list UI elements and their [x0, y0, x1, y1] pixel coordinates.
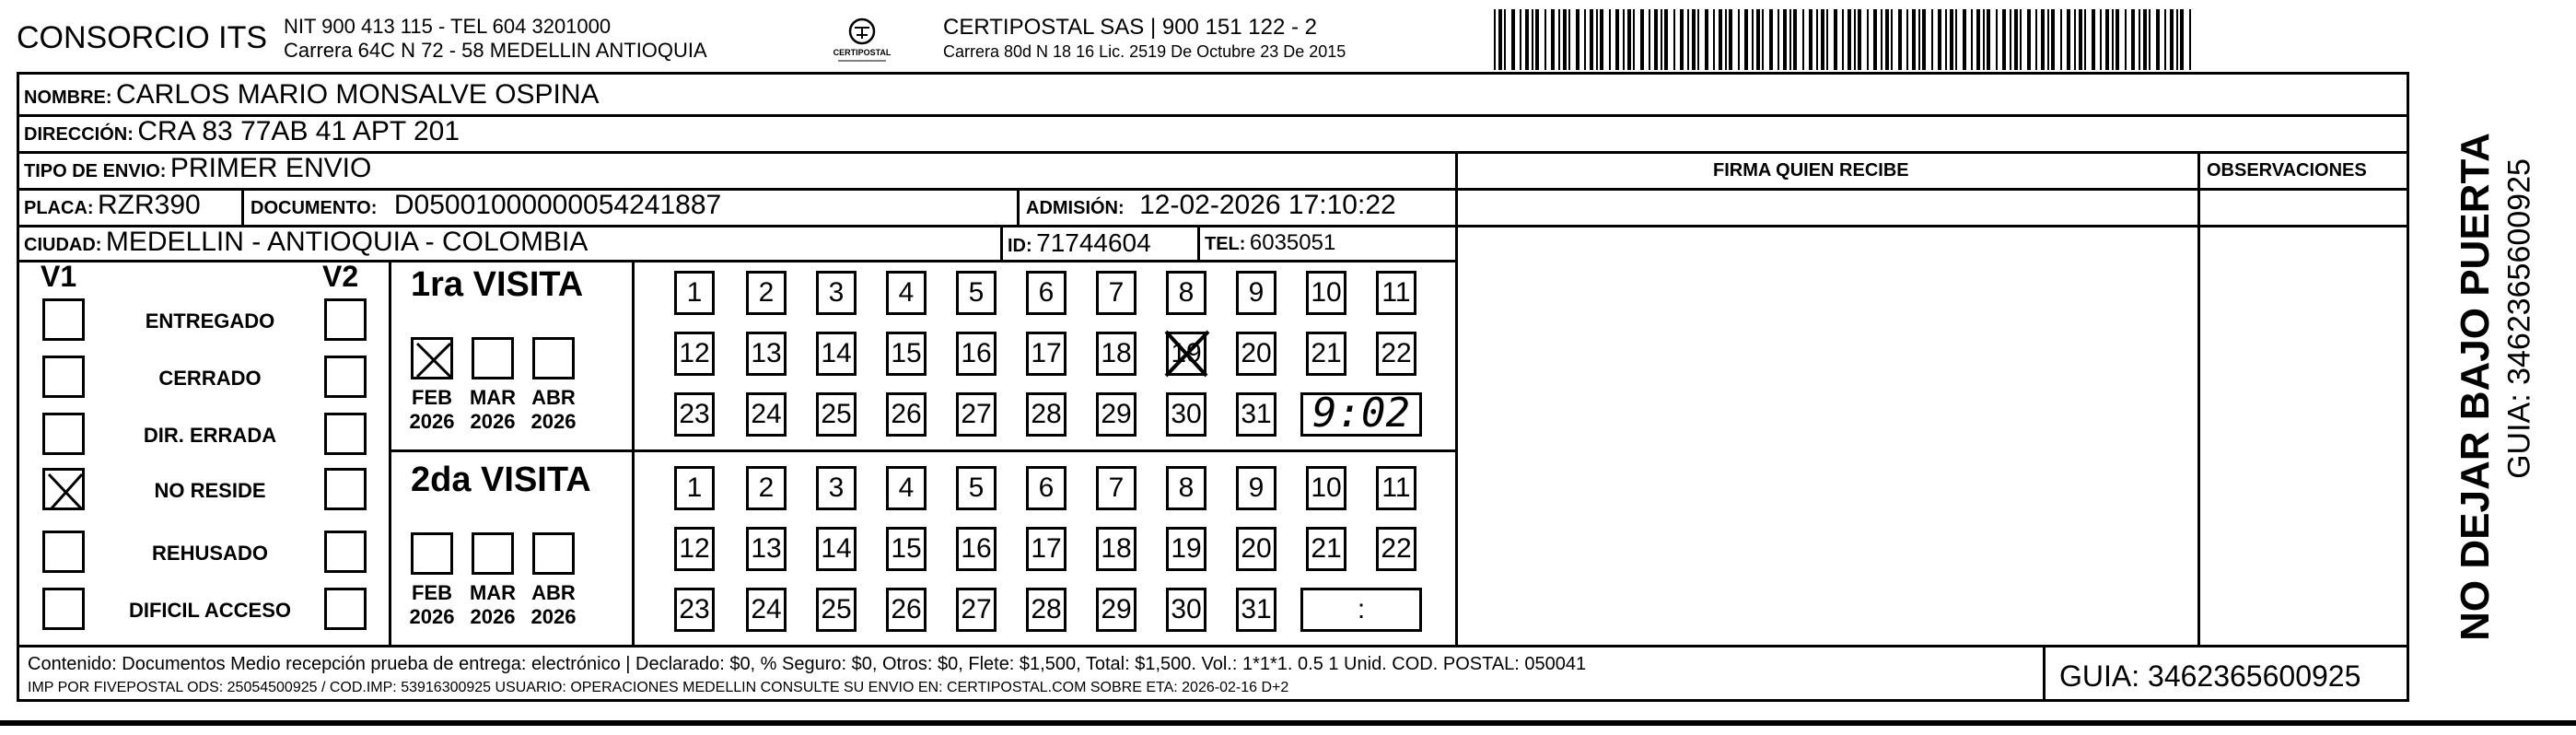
form-frame [17, 72, 2409, 702]
direccion-value: CRA 83 77AB 41 APT 201 [137, 116, 460, 146]
barcode-bar [2189, 9, 2191, 70]
id-row [1008, 228, 1151, 258]
footer-guia: GUIA: 3462365600925 [2059, 659, 2361, 693]
barcode-bar [2131, 9, 2135, 70]
nombre-value: CARLOS MARIO MONSALVE OSPINA [116, 79, 600, 110]
day-box[interactable]: 15 [886, 527, 927, 571]
barcode-bar [2014, 9, 2018, 70]
observaciones-header: OBSERVACIONES [2207, 160, 2367, 181]
barcode-bar [1600, 9, 1603, 70]
day-box[interactable]: 20 [1236, 332, 1276, 376]
barcode-bar [2079, 9, 2082, 70]
day-box[interactable]: 12 [674, 332, 715, 376]
barcode-bar [2002, 9, 2006, 70]
documento-row [251, 190, 721, 221]
barcode-bar [2035, 9, 2037, 70]
barcode-bar [1976, 9, 1980, 70]
barcode-bar [1931, 9, 1933, 70]
direccion-label: DIRECCIÓN: [24, 124, 134, 145]
barcode-bar [1719, 9, 1722, 70]
barcode-bar [1762, 9, 1764, 70]
barcode-bar [2149, 9, 2151, 70]
day-box[interactable]: 25 [816, 392, 857, 437]
month-name: MAR [469, 386, 517, 409]
barcode-bar [2125, 9, 2127, 70]
time-box[interactable] [1300, 392, 1422, 437]
time-value: : [1357, 594, 1366, 624]
documento-label: DOCUMENTO: [251, 198, 378, 218]
tel-value: 6035051 [1249, 230, 1336, 255]
barcode-bar [1590, 9, 1593, 70]
day-box[interactable]: 26 [886, 588, 927, 632]
ciudad-row [24, 227, 588, 258]
time-box[interactable] [1300, 588, 1422, 632]
barcode-bar [1854, 9, 1856, 70]
footer-imp: IMP POR FIVEPOSTAL ODS: 25054500925 / COD.IMP: 53916300925 USUARIO: OPERACIONES MEDELLIN CONSULTE SU ENVIO EN: CERTIPOSTAL.COM SOBRE ETA: 2026-02-16 D+2 [28, 680, 1289, 695]
id-label: ID: [1008, 236, 1032, 256]
day-box[interactable]: 4 [886, 466, 927, 510]
barcode-bar [1826, 9, 1828, 70]
status-option-label: DIR. ERRADA [143, 424, 277, 447]
v1-checkbox[interactable] [42, 413, 85, 455]
month-checkbox[interactable] [411, 337, 453, 379]
barcode-bar [1520, 9, 1521, 70]
day-box[interactable]: 2 [746, 271, 787, 315]
barcode-bar [1544, 9, 1546, 70]
day-box[interactable]: 24 [746, 392, 787, 437]
month-name: ABR [531, 386, 576, 409]
day-box[interactable]: 25 [816, 588, 857, 632]
footer-contenido: Contenido: Documentos Medio recepción prueba de entrega: electrónico | Declarado: $0, % Seguro: $0, Otros: $0, Flete: $1,500, Total: $1,500. Vol.: 1*1*1. 0.5 1 Unid. COD. POSTAL: 050041 [28, 654, 1587, 674]
barcode-bar [1963, 9, 1966, 70]
barcode-bar [2116, 9, 2119, 70]
barcode-bar [1584, 9, 1586, 70]
day-box[interactable]: 15 [886, 332, 927, 376]
admision-label: ADMISIÓN: [1026, 198, 1125, 218]
barcode-bar [2020, 9, 2022, 70]
day-box[interactable]: 2 [746, 466, 787, 510]
barcode-bar [1627, 9, 1631, 70]
day-box[interactable]: 3 [816, 466, 857, 510]
month-checkbox[interactable] [411, 532, 453, 575]
barcode-bar [1793, 9, 1797, 70]
month-year: 2026 [470, 605, 516, 628]
v1-checkbox[interactable] [42, 468, 85, 510]
day-box[interactable]: 28 [1026, 392, 1067, 437]
tipo-value: PRIMER ENVIO [169, 153, 372, 183]
barcode-bar [2060, 9, 2062, 70]
barcode-bar [1504, 9, 1506, 70]
barcode-bar [2170, 9, 2174, 70]
barcode-bar [1783, 9, 1787, 70]
day-box[interactable]: 21 [1306, 527, 1346, 571]
day-box[interactable]: 16 [956, 527, 997, 571]
barcode-bar [1789, 9, 1791, 70]
barcode-bar [1922, 9, 1926, 70]
barcode-bar [1664, 9, 1668, 70]
barcode-bar [2176, 9, 2178, 70]
barcode-bar [1687, 9, 1689, 70]
day-box[interactable]: 12 [674, 527, 715, 571]
day-box[interactable]: 27 [956, 392, 997, 437]
svg-text:CERTIPOSTAL: CERTIPOSTAL [833, 48, 892, 57]
barcode-bar [1615, 9, 1619, 70]
barcode-bar [1705, 9, 1708, 70]
day-box[interactable]: 24 [746, 588, 787, 632]
visit1-title: 1ra VISITA [411, 265, 584, 304]
barcode-bar [2156, 9, 2160, 70]
barcode-bar [1847, 9, 1851, 70]
barcode-bar [1725, 9, 1727, 70]
barcode-bar [1987, 9, 1990, 70]
direccion-row [24, 116, 460, 147]
day-box[interactable]: 19 [1166, 332, 1206, 376]
barcode [1494, 9, 2194, 72]
v2-checkbox[interactable] [324, 531, 367, 573]
day-cross-mark [1162, 328, 1212, 384]
day-box[interactable]: 7 [1096, 466, 1136, 510]
courier-address: Carrera 80d N 18 16 Lic. 2519 De Octubre 23 De 2015 [943, 42, 1346, 61]
barcode-bar [1945, 9, 1947, 70]
barcode-bar [2100, 9, 2102, 70]
visit2-title: 2da VISITA [411, 461, 591, 499]
day-box[interactable]: 19 [1166, 527, 1206, 571]
day-box[interactable]: 11 [1376, 466, 1416, 510]
barcode-bar [2027, 9, 2031, 70]
barcode-bar [2139, 9, 2140, 70]
barcode-bar [1802, 9, 1804, 70]
day-box[interactable]: 29 [1096, 392, 1136, 437]
barcode-bar [1918, 9, 1920, 70]
certipostal-logo [827, 15, 897, 66]
barcode-bar [1692, 9, 1696, 70]
ciudad-value: MEDELLIN - ANTIOQUIA - COLOMBIA [105, 227, 589, 257]
barcode-bar [1912, 9, 1916, 70]
placa-value: RZR390 [98, 190, 201, 220]
barcode-bar [1673, 9, 1675, 70]
status-option-label: CERRADO [158, 367, 262, 390]
day-box[interactable]: 8 [1166, 271, 1206, 315]
month-year: 2026 [409, 605, 455, 628]
day-box[interactable]: 1 [674, 466, 715, 510]
firma-header: FIRMA QUIEN RECIBE [1713, 160, 1909, 181]
bottom-rule [0, 720, 2576, 726]
day-box[interactable]: 31 [1236, 392, 1276, 437]
barcode-bar [2051, 9, 2055, 70]
day-box[interactable]: 5 [956, 271, 997, 315]
barcode-bar [1996, 9, 1998, 70]
barcode-bar [1576, 9, 1579, 70]
barcode-bar [1633, 9, 1635, 70]
day-box[interactable]: 17 [1026, 332, 1067, 376]
month-year: 2026 [409, 410, 455, 433]
tel-row [1205, 230, 1335, 256]
day-box[interactable]: 28 [1026, 588, 1067, 632]
barcode-bar [1609, 9, 1611, 70]
tipo-row [24, 153, 371, 184]
v1-label: V1 [41, 260, 77, 293]
barcode-bar [1738, 9, 1740, 70]
placa-row [24, 190, 201, 221]
day-box[interactable]: 9 [1236, 466, 1276, 510]
v2-checkbox[interactable] [324, 468, 367, 510]
barcode-bar [1494, 9, 1496, 70]
barcode-bar [1971, 9, 1973, 70]
v1-checkbox[interactable] [42, 356, 85, 398]
certipostal-logo-icon [827, 15, 897, 66]
day-box[interactable]: 23 [674, 588, 715, 632]
nombre-row [24, 79, 600, 111]
barcode-bar [1713, 9, 1715, 70]
month-name: FEB [412, 581, 452, 604]
admision-value: 12-02-2026 17:10:22 [1139, 190, 1396, 220]
day-box[interactable]: 30 [1166, 588, 1206, 632]
day-box[interactable]: 6 [1026, 466, 1067, 510]
barcode-bar [1938, 9, 1941, 70]
v1-checkbox[interactable] [42, 298, 85, 341]
barcode-bar [2092, 9, 2095, 70]
day-box[interactable]: 7 [1096, 271, 1136, 315]
barcode-bar [2010, 9, 2011, 70]
day-box[interactable]: 1 [674, 271, 715, 315]
time-value: 9:02 [1312, 390, 1410, 437]
barcode-bar [1752, 9, 1754, 70]
month-name: ABR [531, 581, 576, 604]
barcode-bar [1511, 9, 1515, 70]
barcode-bar [1558, 9, 1560, 70]
barcode-bar [1729, 9, 1732, 70]
barcode-bar [1680, 9, 1684, 70]
tel-label: TEL: [1205, 234, 1246, 254]
barcode-bar [1532, 9, 1533, 70]
documento-value: D05001000000054241887 [393, 190, 722, 220]
barcode-bar [1858, 9, 1861, 70]
barcode-bar [1778, 9, 1779, 70]
day-box[interactable]: 8 [1166, 466, 1206, 510]
day-box[interactable]: 3 [816, 271, 857, 315]
day-box[interactable]: 27 [956, 588, 997, 632]
day-box[interactable]: 16 [956, 332, 997, 376]
month-checkbox[interactable] [532, 532, 575, 575]
barcode-bar [1955, 9, 1957, 70]
barcode-bar [2074, 9, 2076, 70]
v2-checkbox[interactable] [324, 356, 367, 398]
nombre-label: NOMBRE: [24, 88, 112, 108]
barcode-bar [1596, 9, 1598, 70]
v1-checkbox[interactable] [42, 531, 85, 573]
day-box[interactable]: 23 [674, 392, 715, 437]
v2-checkbox[interactable] [324, 298, 367, 341]
barcode-bar [1885, 9, 1889, 70]
id-value: 71744604 [1036, 228, 1151, 257]
barcode-bar [2047, 9, 2049, 70]
barcode-bar [1525, 9, 1529, 70]
barcode-bar [1821, 9, 1824, 70]
barcode-bar [2143, 9, 2147, 70]
month-year: 2026 [530, 605, 577, 628]
barcode-bar [1568, 9, 1570, 70]
day-box[interactable]: 22 [1376, 332, 1416, 376]
company-address: Carrera 64C N 72 - 58 MEDELLIN ANTIOQUIA [284, 39, 707, 62]
v1-checkbox[interactable] [42, 588, 85, 630]
day-box[interactable]: 18 [1096, 527, 1136, 571]
month-checkbox[interactable] [472, 532, 514, 575]
barcode-bar [2084, 9, 2086, 70]
v2-checkbox[interactable] [324, 413, 367, 455]
courier-name: CERTIPOSTAL SAS | 900 151 122 - 2 [943, 15, 1317, 40]
barcode-bar [1640, 9, 1644, 70]
day-box[interactable]: 4 [886, 271, 927, 315]
day-box[interactable]: 22 [1376, 527, 1416, 571]
tipo-label: TIPO DE ENVIO: [24, 161, 167, 181]
side-guia: GUIA: 3462365600925 [2501, 158, 2537, 479]
company-name: CONSORCIO ITS [17, 20, 268, 55]
month-year: 2026 [530, 410, 577, 433]
barcode-bar [1654, 9, 1658, 70]
barcode-bar [1834, 9, 1837, 70]
barcode-bar [1873, 9, 1877, 70]
barcode-bar [1867, 9, 1869, 70]
barcode-bar [1697, 9, 1699, 70]
barcode-bar [1661, 9, 1662, 70]
day-box[interactable]: 29 [1096, 588, 1136, 632]
day-box[interactable]: 13 [746, 332, 787, 376]
month-year: 2026 [470, 410, 516, 433]
barcode-bar [1809, 9, 1813, 70]
day-box[interactable]: 14 [816, 527, 857, 571]
day-box[interactable]: 5 [956, 466, 997, 510]
barcode-bar [1649, 9, 1650, 70]
barcode-bar [2041, 9, 2045, 70]
day-box[interactable]: 21 [1306, 332, 1346, 376]
barcode-bar [1769, 9, 1773, 70]
month-checkbox[interactable] [472, 337, 514, 379]
status-option-label: NO RESIDE [154, 479, 266, 502]
barcode-bar [2067, 9, 2070, 70]
day-box[interactable]: 6 [1026, 271, 1067, 315]
barcode-bar [1563, 9, 1567, 70]
ciudad-label: CIUDAD: [24, 235, 102, 255]
day-box[interactable]: 18 [1096, 332, 1136, 376]
barcode-bar [1816, 9, 1818, 70]
day-box[interactable]: 30 [1166, 392, 1206, 437]
barcode-bar [1498, 9, 1502, 70]
barcode-bar [1842, 9, 1844, 70]
barcode-bar [1891, 9, 1893, 70]
barcode-bar [2164, 9, 2166, 70]
month-name: MAR [469, 581, 517, 604]
barcode-bar [1551, 9, 1555, 70]
day-box[interactable]: 10 [1306, 466, 1346, 510]
month-checkbox[interactable] [532, 337, 575, 379]
day-box[interactable]: 10 [1306, 271, 1346, 315]
barcode-bar [1983, 9, 1985, 70]
day-box[interactable]: 20 [1236, 527, 1276, 571]
side-warning: NO DEJAR BAJO PUERTA [2453, 133, 2498, 641]
barcode-bar [2112, 9, 2114, 70]
v2-label: V2 [322, 260, 359, 293]
barcode-bar [1756, 9, 1760, 70]
admision-row [1026, 190, 1396, 221]
placa-label: PLACA: [24, 198, 94, 218]
status-option-label: ENTREGADO [145, 309, 275, 332]
day-box[interactable]: 9 [1236, 271, 1276, 315]
barcode-bar [1744, 9, 1748, 70]
day-box[interactable]: 14 [816, 332, 857, 376]
company-nit: NIT 900 413 115 - TEL 604 3201000 [284, 15, 612, 38]
day-box[interactable]: 13 [746, 527, 787, 571]
status-option-label: DIFICIL ACCESO [128, 599, 291, 622]
barcode-bar [1535, 9, 1539, 70]
day-box[interactable]: 26 [886, 392, 927, 437]
month-name: FEB [412, 386, 452, 409]
v2-checkbox[interactable] [324, 588, 367, 630]
barcode-bar [1623, 9, 1625, 70]
day-box[interactable]: 11 [1376, 271, 1416, 315]
barcode-bar [1881, 9, 1882, 70]
barcode-bar [1906, 9, 1908, 70]
day-box[interactable]: 17 [1026, 527, 1067, 571]
day-box[interactable]: 31 [1236, 588, 1276, 632]
barcode-bar [2180, 9, 2184, 70]
barcode-bar [1898, 9, 1902, 70]
barcode-bar [1950, 9, 1953, 70]
status-option-label: REHUSADO [152, 542, 268, 565]
barcode-bar [2105, 9, 2109, 70]
